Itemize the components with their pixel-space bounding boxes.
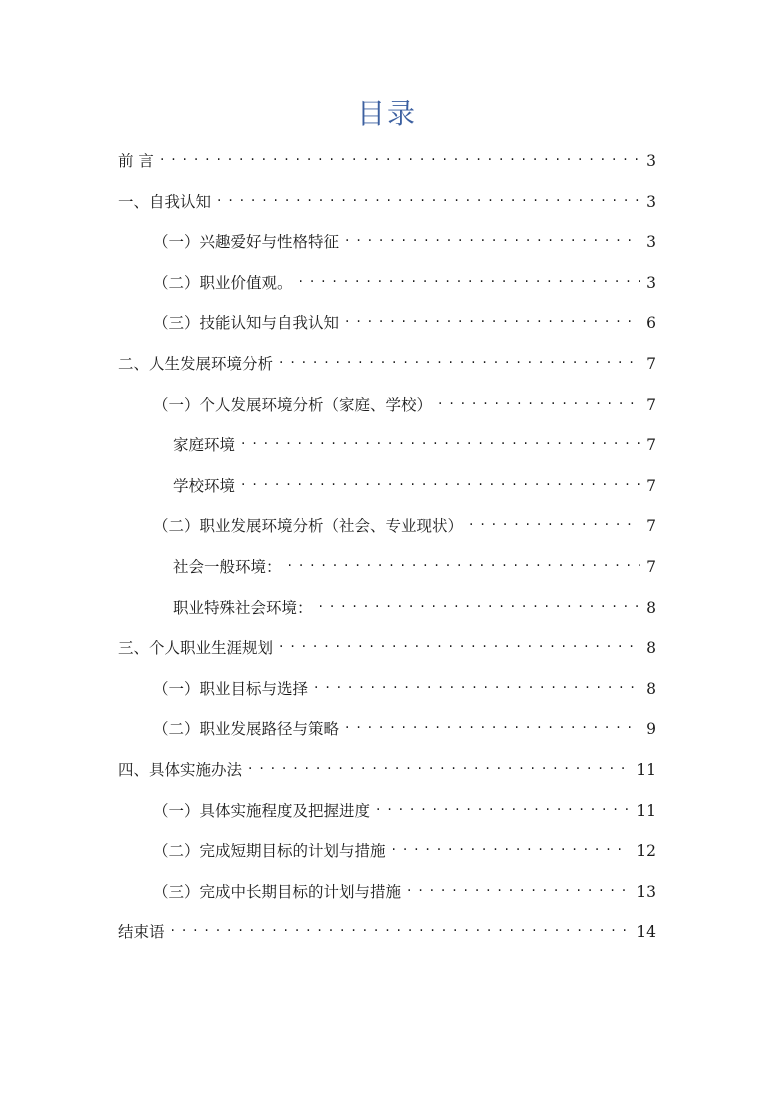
toc-dot-leader — [438, 390, 640, 410]
toc-dot-leader — [469, 511, 640, 531]
toc-entry[interactable] — [173, 552, 656, 576]
toc-entry[interactable] — [118, 633, 656, 658]
toc-entry[interactable] — [153, 796, 656, 820]
toc-entry-label: 职业特殊社会环境： — [173, 598, 313, 617]
toc-entry[interactable] — [153, 836, 656, 861]
toc-dot-leader — [314, 674, 640, 694]
toc-entry-page-number: 8 — [646, 598, 656, 617]
toc-entry-label: （二）完成短期目标的计划与措施 — [153, 842, 386, 861]
toc-dot-leader — [171, 917, 631, 937]
toc-entry[interactable] — [153, 390, 656, 414]
toc-entry-page-number: 11 — [636, 761, 656, 779]
toc-dot-leader — [241, 471, 640, 491]
page-title: 目录 — [356, 97, 417, 130]
toc-entry-page-number: 7 — [646, 476, 656, 495]
toc-dot-leader — [392, 836, 631, 856]
toc-entry-page-number: 6 — [646, 314, 656, 333]
toc-entry-label: 二、人生发展环境分析 — [118, 355, 274, 373]
toc-entry-label: 前 言 — [118, 152, 154, 170]
toc-entry-page-number: 7 — [646, 355, 656, 373]
toc-entry-page-number: 12 — [636, 842, 656, 861]
toc-entry-label: （一）个人发展环境分析（家庭、学校） — [153, 395, 433, 414]
toc-entry-page-number: 8 — [646, 639, 656, 658]
toc-entry-label: （三）完成中长期目标的计划与措施 — [153, 882, 402, 901]
toc-entry[interactable] — [118, 917, 656, 942]
toc-dot-leader — [248, 755, 630, 775]
toc-entry-page-number: 9 — [646, 720, 656, 739]
toc-dot-leader — [345, 308, 640, 328]
toc-entry-label: 家庭环境 — [173, 436, 236, 455]
toc-entry-page-number: 7 — [646, 436, 656, 455]
toc-entry-label: 一、自我认知 — [118, 192, 212, 211]
toc-dot-leader — [217, 187, 640, 207]
toc-entry[interactable] — [153, 227, 656, 252]
toc-entry-label: （一）具体实施程度及把握进度 — [153, 801, 371, 820]
toc-entry-label: （二）职业价值观。 — [153, 273, 293, 292]
toc-entry-page-number: 7 — [646, 517, 656, 536]
toc-entry[interactable] — [153, 511, 656, 536]
toc-dot-leader — [345, 227, 640, 247]
toc-entry-page-number: 7 — [646, 558, 656, 576]
toc-entry-page-number: 11 — [636, 801, 656, 820]
toc-dot-leader — [241, 430, 640, 450]
toc-entry-page-number: 8 — [646, 679, 656, 698]
toc-entry-label: （二）职业发展环境分析（社会、专业现状） — [153, 517, 464, 536]
toc-entry[interactable] — [173, 471, 656, 495]
toc-entry-page-number: 3 — [646, 152, 656, 170]
toc-entry[interactable] — [118, 755, 656, 779]
toc-entry[interactable] — [118, 146, 656, 170]
toc-dot-leader — [299, 268, 641, 288]
toc-entry[interactable] — [153, 877, 656, 901]
toc-entry-label: （三）技能认知与自我认知 — [153, 314, 340, 333]
toc-dot-leader — [319, 593, 641, 613]
toc-dot-leader — [345, 714, 640, 734]
toc-dot-leader — [288, 552, 641, 572]
toc-entry-label: （二）职业发展路径与策略 — [153, 720, 340, 739]
toc-entry-page-number: 3 — [646, 192, 656, 211]
toc-entry-page-number: 14 — [636, 923, 656, 942]
toc-dot-leader — [376, 796, 630, 816]
toc-entry[interactable] — [118, 187, 656, 211]
toc-entry[interactable] — [153, 268, 656, 292]
toc-entry[interactable] — [153, 308, 656, 333]
toc-entry-page-number: 3 — [646, 273, 656, 292]
toc-dot-leader — [279, 349, 640, 369]
toc-entry-label: 学校环境 — [173, 476, 236, 495]
toc-entry-page-number: 13 — [636, 882, 656, 901]
toc-entry[interactable] — [153, 714, 656, 739]
toc-entry-label: （一）兴趣爱好与性格特征 — [153, 233, 340, 252]
toc-entry-page-number: 3 — [646, 233, 656, 252]
toc-entry-page-number: 7 — [646, 395, 656, 414]
toc-entry-label: （一）职业目标与选择 — [153, 679, 309, 698]
toc-entry-label: 社会一般环境： — [173, 558, 282, 576]
toc-entry[interactable] — [173, 593, 656, 617]
toc-entry[interactable] — [173, 430, 656, 455]
toc-entry-label: 结束语 — [118, 923, 165, 942]
toc-entry[interactable] — [118, 349, 656, 373]
toc-entry[interactable] — [153, 674, 656, 698]
toc-entry-label: 四、具体实施办法 — [118, 761, 243, 779]
toc-dot-leader — [160, 146, 640, 166]
toc-dot-leader — [279, 633, 640, 653]
toc-entry-label: 三、个人职业生涯规划 — [118, 639, 274, 658]
toc-dot-leader — [407, 877, 630, 897]
